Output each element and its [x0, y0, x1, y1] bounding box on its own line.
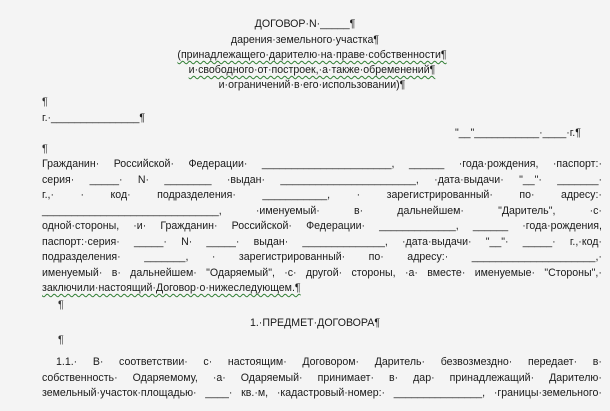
subtitle-line-3 — [0, 64, 610, 77]
word: ·выдан· — [226, 173, 266, 186]
word: Договором· — [302, 356, 360, 368]
word: ·дата·выдачи· — [434, 173, 504, 186]
word: одной·стороны, — [42, 220, 120, 232]
word: Одаряемому, — [132, 371, 198, 384]
pilcrow: ¶ — [58, 299, 64, 311]
pilcrow: ¶ — [42, 143, 48, 155]
word: Гражданин· — [160, 220, 218, 232]
word: Даритель· — [374, 356, 426, 368]
word: дальнейшем· — [397, 204, 464, 217]
word: дар· — [413, 371, 435, 384]
p1-line — [42, 220, 602, 233]
word: "Даритель", — [498, 204, 556, 217]
word: · — [80, 189, 85, 201]
word: кв.·м, — [241, 387, 269, 399]
word: _______________________, — [280, 173, 419, 186]
word: код· — [110, 189, 131, 201]
word: адресу:· — [407, 251, 449, 263]
word: настоящим· — [227, 356, 287, 368]
word: "__"· — [519, 173, 542, 186]
word: г.,· — [42, 189, 54, 201]
p2-line — [56, 356, 602, 369]
subtitle-line-4: и·ограничений·в·его·использовании)¶ — [218, 79, 406, 91]
subtitle-line-1: дарения·земельного·участка¶ — [230, 34, 380, 46]
word: зарегистрированный· — [386, 189, 493, 201]
p1-line — [42, 205, 602, 218]
p1-line — [42, 174, 602, 187]
p2-line — [42, 372, 602, 385]
word: принадлежащий· — [449, 371, 535, 384]
word: ·границы·земельного· — [493, 387, 602, 399]
word: ______________, — [302, 235, 388, 248]
date-field: "__"___________·____·г.¶ — [455, 127, 581, 139]
word: ·паспорт:· — [552, 158, 602, 170]
word: ________ — [164, 173, 212, 186]
word: с· — [203, 356, 213, 368]
p1-line — [42, 158, 602, 171]
word: ·года·рождения, — [458, 158, 539, 170]
p1-line — [42, 251, 602, 264]
word: N· — [181, 235, 193, 248]
word: ______________________, — [261, 158, 395, 170]
subtitle-line-2-text: (принадлежащего·дарителю·на·праве·собственности¶ — [177, 49, 447, 61]
word: · — [211, 251, 216, 263]
word: подразделения· — [42, 251, 121, 263]
word: именуемый· — [42, 266, 103, 279]
word: дальнейшем· — [130, 266, 197, 279]
word: вместе· — [427, 266, 466, 279]
word: ·и· — [133, 220, 147, 232]
word: соответствии· — [119, 356, 188, 368]
word: в· — [592, 356, 602, 368]
word: в· — [353, 204, 364, 217]
word: "__"· — [485, 235, 509, 248]
word: г.,·код· — [569, 235, 602, 248]
word: другой· — [305, 266, 343, 279]
word: _____· — [522, 235, 556, 248]
word: _____· — [133, 235, 167, 248]
word: _____· — [206, 235, 240, 248]
p1-last-line-text: заключили·настоящий·Договор·о·нижеследующем.¶ — [42, 282, 301, 294]
subtitle-line-3-text: и·свободного·от·построек,·а·также·обременений¶ — [188, 64, 436, 76]
word: ·с· — [589, 204, 602, 217]
p1-line — [42, 267, 602, 280]
word: "Одаряемый", — [206, 266, 275, 279]
word: · — [356, 189, 361, 201]
word: безвозмездно· — [440, 356, 513, 368]
word: _____· — [89, 173, 123, 186]
word: _______· — [557, 173, 602, 186]
word: в· — [388, 371, 399, 384]
p1-line — [42, 236, 602, 249]
word: "Стороны",· — [544, 266, 602, 279]
word: В· — [92, 356, 104, 368]
word: 1.1.· — [56, 356, 78, 368]
word: принимает· — [317, 371, 374, 384]
word: Дарителю· — [549, 371, 602, 384]
pilcrow: ¶ — [58, 334, 64, 346]
word: серия· — [42, 173, 75, 186]
word: Федерации· — [188, 158, 248, 170]
pilcrow: ¶ — [42, 96, 48, 108]
word: подразделения· — [157, 189, 236, 201]
word: _____________, — [379, 220, 459, 232]
p1-line — [42, 189, 602, 202]
section-heading-1: 1.·ПРЕДМЕТ·ДОГОВОРА¶ — [249, 317, 381, 329]
contract-title: ДОГОВОР·N·_____¶ — [254, 18, 356, 30]
word: ·а· — [212, 371, 226, 384]
word: Российской· — [231, 220, 292, 232]
word: земельный·участок·площадью· — [42, 387, 197, 399]
word: выдан· — [253, 235, 289, 248]
word: по· — [368, 251, 384, 263]
word: зарегистрированный· — [238, 251, 346, 263]
word: адресу:· — [561, 189, 602, 201]
word: Российской· — [113, 158, 174, 170]
word: ______ — [472, 220, 509, 232]
word: в· — [111, 266, 121, 279]
word: ·с· — [284, 266, 297, 279]
word: стороны, — [351, 266, 396, 279]
word: ______________________________, — [42, 204, 222, 217]
word: Одаряемый· — [240, 371, 303, 384]
word: паспорт:·серия· — [42, 235, 120, 248]
word: _____________________,· — [471, 251, 602, 263]
word: ____· — [205, 387, 233, 399]
word: ·дата·выдачи· — [401, 235, 472, 248]
subtitle-line-2 — [0, 49, 610, 62]
word: ·а· — [404, 266, 418, 279]
word: Гражданин· — [42, 158, 100, 170]
city-field: г.·_______________¶ — [42, 112, 146, 124]
word: ·кадастровый·номер:· — [276, 387, 386, 399]
word: N· — [137, 173, 150, 186]
word: _______________, — [393, 387, 486, 399]
p1-last-line — [42, 282, 602, 295]
word: Федерации· — [306, 220, 366, 232]
word: ___________, — [262, 189, 331, 201]
word: ·именуемый· — [255, 204, 320, 217]
word: ______ — [408, 158, 445, 170]
p2-line — [42, 387, 602, 400]
word: по· — [519, 189, 535, 201]
word: собственность· — [42, 371, 118, 384]
word: передает· — [527, 356, 578, 368]
word: _______, — [144, 251, 189, 263]
word: именуемые· — [474, 266, 536, 279]
word: ·года·рождения, — [522, 220, 602, 232]
